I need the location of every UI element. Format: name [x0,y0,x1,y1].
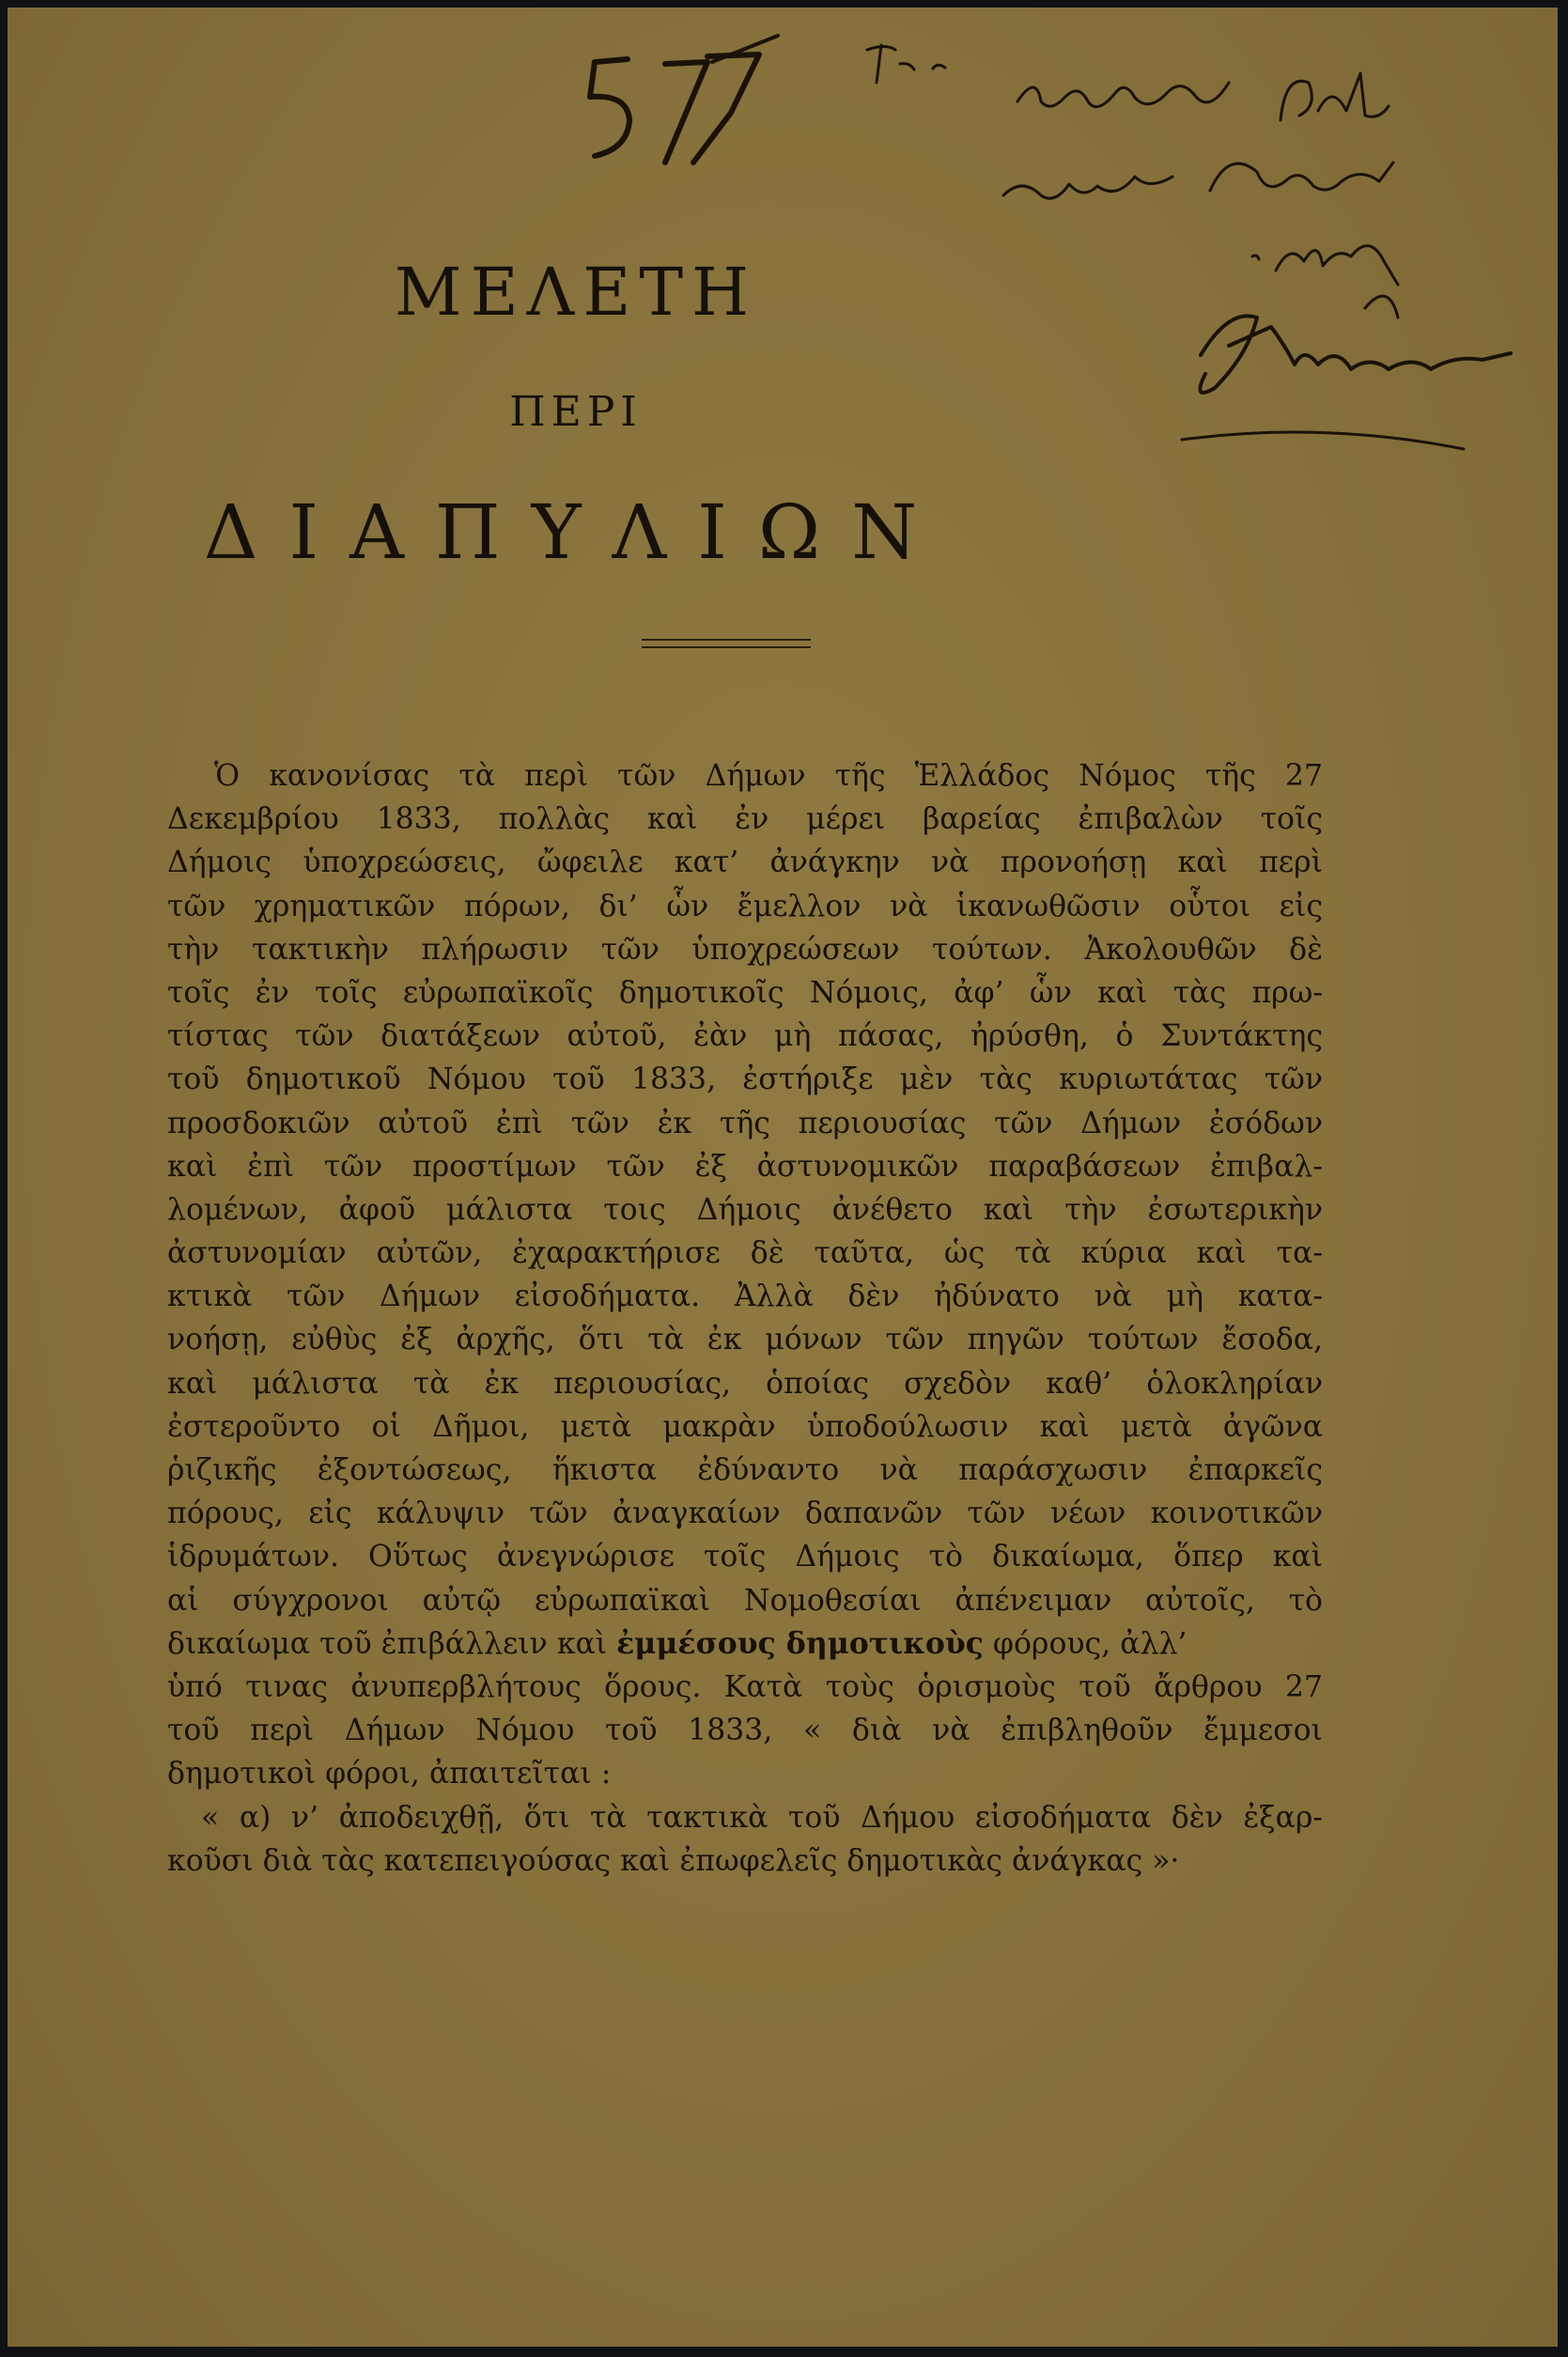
title-rule-lower [642,646,811,648]
text-span: φόρους, ἀλλ’ [983,1626,1188,1661]
body-paragraph [167,754,1323,1883]
text-line: τοῖς ἐν τοῖς εὐρωπαϊκοῖς δημοτικοῖς Νόμοις, ἀφ’ ὧν καὶ τὰς πρω- [167,975,1323,1010]
text-line: προσδοκιῶν αὐτοῦ ἐπὶ τῶν ἐκ τῆς περιουσίας τῶν Δήμων ἐσόδων [167,1106,1323,1140]
text-line: νοήσῃ, εὐθὺς ἐξ ἀρχῆς, ὅτι τὰ ἐκ μόνων τῶν πηγῶν τούτων ἔσοδα, [167,1323,1323,1357]
text-line: ἐστεροῦντο οἱ Δῆμοι, μετὰ μακρὰν ὑποδούλωσιν καὶ μετὰ ἀγῶνα [167,1409,1323,1444]
title-rule-upper [642,639,811,641]
title-line-diapylion: ΔΙΑΠΥΛΙΩΝ [203,488,949,576]
text-line: ἀστυνομίαν αὐτῶν, ἐχαρακτήρισε δὲ ταῦτα, ὡς τὰ κύρια καὶ τα- [167,1236,1323,1271]
bold-phrase: ἐμμέσους δημοτικοὺς [616,1625,984,1661]
text-line: κοῦσι διὰ τὰς κατεπειγούσας καὶ ἐπωφελεῖς δημοτικὰς ἀνάγκας »· [167,1843,1180,1878]
text-line: τοῦ περὶ Δήμων Νόμου τοῦ 1833, « διὰ νὰ ἐπιβληθοῦν ἔμμεσοι [167,1713,1323,1748]
text-line: τὴν τακτικὴν πλήρωσιν τῶν ὑποχρεώσεων τούτων. Ἀκολουθῶν δὲ [167,932,1323,967]
text-line: κτικὰ τῶν Δήμων εἰσοδήματα. Ἀλλὰ δὲν ἠδύνατο νὰ μὴ κατα- [167,1279,1323,1314]
text-span: δικαίωμα τοῦ ἐπιβάλλειν καὶ [167,1626,617,1661]
text-line: αἱ σύγχρονοι αὐτῷ εὐρωπαϊκαὶ Νομοθεσίαι ἀπένειμαν αὐτοῖς, τὸ [167,1583,1323,1618]
text-line: καὶ ἐπὶ τῶν προστίμων τῶν ἐξ ἀστυνομικῶν παραβάσεων ἐπιβαλ- [167,1149,1323,1184]
text-line: Δήμοις ὑποχρεώσεις, ὤφειλε κατ’ ἀνάγκην νὰ προνοήσῃ καὶ περὶ [167,845,1323,880]
text-line: λομένων, ἀφοῦ μάλιστα τοις Δήμοις ἀνέθετο καὶ τὴν ἐσωτερικὴν [167,1192,1323,1227]
scanned-page [8,8,1558,2347]
text-line-with-bold [167,1622,1323,1666]
text-line: τίστας τῶν διατάξεων αὐτοῦ, ἐὰν μὴ πάσας, ἠρύσθη, ὁ Συντάκτης [167,1019,1323,1054]
title-line-meleti: ΜΕΛΕΤΗ [394,254,758,331]
text-line: ὑπό τινας ἀνυπερβλήτους ὅρους. Κατὰ τοὺς ὁρισμοὺς τοῦ ἄρθρου 27 [167,1669,1323,1704]
title-line-peri: ΠΕΡΙ [509,388,643,436]
text-line: ἱδρυμάτων. Οὕτως ἀνεγνώρισε τοῖς Δήμοις τὸ δικαίωμα, ὅπερ καὶ [167,1540,1323,1574]
text-line: ῥιζικῆς ἐξοντώσεως, ἥκιστα ἐδύναντο νὰ παράσχωσιν ἐπαρκεῖς [167,1453,1323,1487]
text-line: τοῦ δημοτικοῦ Νόμου τοῦ 1833, ἐστήριξε μὲν τὰς κυριωτάτας τῶν [167,1062,1323,1097]
text-line: καὶ μάλιστα τὰ ἐκ περιουσίας, ὁποίας σχεδὸν καθ’ ὁλοκληρίαν [167,1366,1323,1401]
text-line: « α) ν’ ἀποδειχθῇ, ὅτι τὰ τακτικὰ τοῦ Δήμου εἰσοδήματα δὲν ἐξαρ- [201,1800,1323,1835]
text-line: Δεκεμβρίου 1833, πολλὰς καὶ ἐν μέρει βαρείας ἐπιβαλὼν τοῖς [167,802,1323,837]
text-line: Ὁ κανονίσας τὰ περὶ τῶν Δήμων τῆς Ἑλλάδος Νόμος τῆς 27 [214,759,1323,793]
text-line: πόρους, εἰς κάλυψιν τῶν ἀναγκαίων δαπανῶν τῶν νέων κοινοτικῶν [167,1496,1323,1531]
text-line: τῶν χρηματικῶν πόρων, δι’ ὧν ἔμελλον νὰ ἱκανωθῶσιν οὗτοι εἰς [167,889,1323,923]
text-line: δημοτικοὶ φόροι, ἀπαιτεῖται : [167,1757,612,1791]
